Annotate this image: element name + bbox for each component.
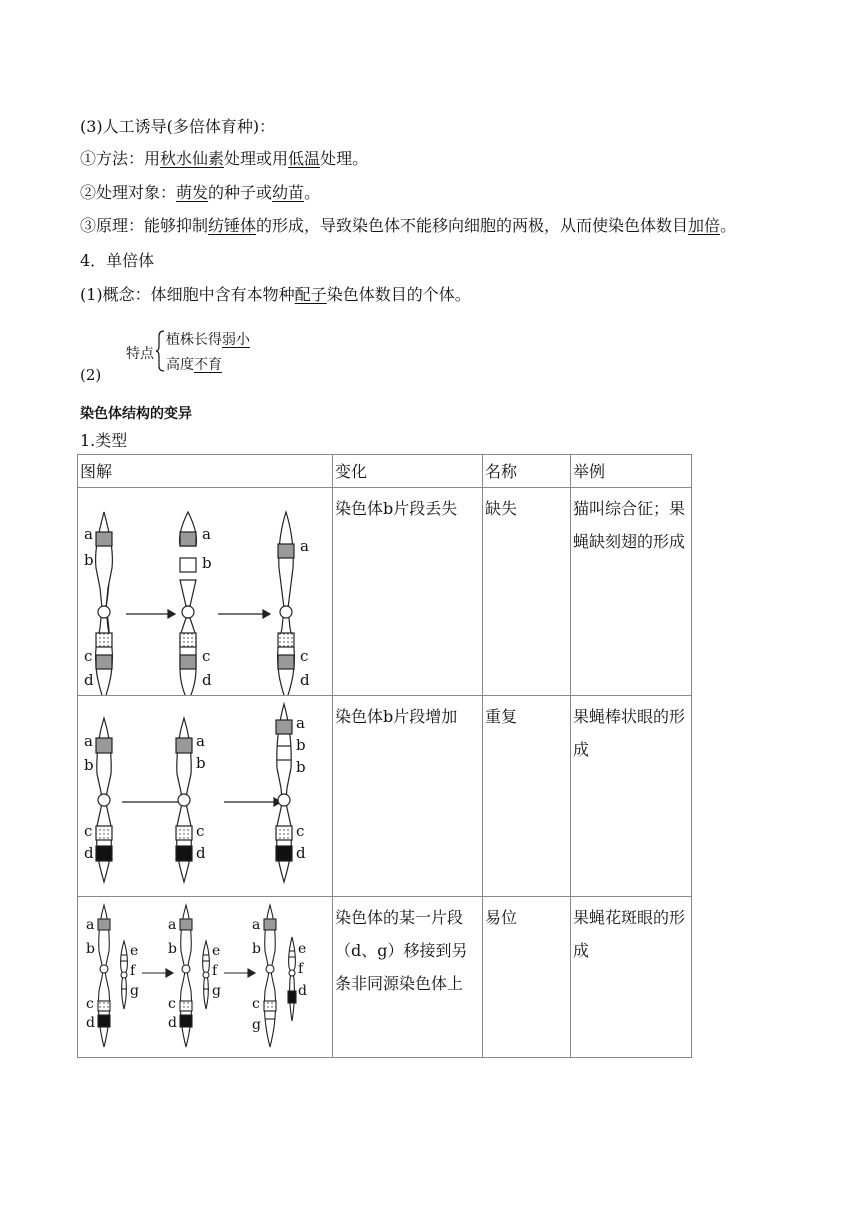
principle-line: ③原理：能够抑制纺锤体的形成，导致染色体不能移向细胞的两极，从而使染色体数目加倍。 [80, 216, 737, 235]
svg-text:c: c [196, 822, 205, 840]
svg-text:e: e [130, 943, 139, 959]
svg-text:a: a [300, 537, 309, 555]
svg-text:c: c [168, 996, 176, 1012]
svg-text:b: b [84, 551, 94, 569]
deletion-chromosome-diagram [78, 488, 333, 695]
svg-text:c: c [296, 822, 305, 840]
svg-text:c: c [86, 996, 94, 1012]
row-example: 猫叫综合征；果蝇缺刻翅的形成 [571, 488, 692, 696]
svg-text:g: g [212, 983, 221, 999]
row-change: 染色体b片段丢失 [333, 488, 483, 696]
row-example: 果蝇花斑眼的形成 [571, 897, 692, 1058]
features-number: (2) [80, 366, 102, 384]
feature-weak: 植株长得弱小 [166, 332, 250, 348]
duplication-diagram [78, 696, 333, 897]
header-example: 举例 [571, 455, 692, 488]
svg-text:a: a [84, 525, 93, 543]
svg-text:c: c [300, 647, 309, 665]
svg-text:b: b [84, 756, 94, 774]
header-name: 名称 [483, 455, 571, 488]
features-label: 特点 [126, 346, 154, 362]
svg-text:d: d [298, 983, 307, 999]
gamete-term: 配子 [294, 285, 327, 304]
brace-icon [156, 330, 166, 372]
svg-text:f: f [298, 961, 304, 977]
doubling-term: 加倍 [688, 216, 721, 235]
structure-title: 染色体结构的变异 [80, 406, 192, 422]
svg-text:b: b [202, 554, 212, 572]
germinating-term: 萌发 [176, 183, 209, 202]
feature-sterile: 高度不育 [166, 357, 222, 373]
svg-text:b: b [86, 941, 95, 957]
svg-text:b: b [296, 736, 306, 754]
section3-heading: (3)人工诱导(多倍体育种)： [80, 117, 276, 136]
target-line: ②处理对象：萌发的种子或幼苗。 [80, 183, 321, 202]
deletion-diagram [78, 488, 333, 696]
svg-text:g: g [252, 1017, 261, 1033]
svg-text:d: d [86, 1015, 95, 1031]
svg-text:a: a [202, 525, 211, 543]
spindle-term: 纺锤体 [208, 216, 257, 235]
table-row [78, 488, 692, 696]
svg-text:d: d [84, 671, 94, 689]
type-heading: 1.类型 [80, 431, 128, 450]
svg-text:a: a [196, 732, 205, 750]
svg-text:c: c [84, 822, 93, 840]
row-change: 染色体b片段增加 [333, 696, 483, 897]
variant-table [77, 454, 692, 1058]
concept-line: (1)概念：体细胞中含有本物种配子染色体数目的个体。 [80, 285, 471, 304]
svg-text:g: g [130, 983, 139, 999]
svg-text:d: d [84, 844, 94, 862]
method-line: ①方法：用秋水仙素处理或用低温处理。 [80, 149, 369, 168]
table-header-row [78, 455, 692, 488]
low-temp-term: 低温 [288, 149, 321, 168]
svg-text:a: a [252, 917, 261, 933]
svg-text:a: a [168, 917, 177, 933]
row-name: 易位 [483, 897, 571, 1058]
svg-text:d: d [202, 671, 212, 689]
table-row [78, 897, 692, 1058]
svg-text:c: c [252, 996, 260, 1012]
translocation-diagram [78, 897, 333, 1058]
svg-text:d: d [296, 844, 306, 862]
svg-text:a: a [86, 917, 95, 933]
svg-text:d: d [196, 844, 206, 862]
duplication-chromosome-diagram [78, 696, 333, 896]
row-change: 染色体的某一片段（d、g）移接到另条非同源染色体上 [333, 897, 483, 1058]
svg-text:d: d [168, 1015, 177, 1031]
svg-text:b: b [196, 754, 206, 772]
row-example: 果蝇棒状眼的形成 [571, 696, 692, 897]
svg-text:d: d [300, 671, 310, 689]
colchicine-term: 秋水仙素 [160, 149, 225, 168]
svg-text:f: f [130, 963, 136, 979]
svg-text:b: b [252, 941, 261, 957]
header-diagram: 图解 [78, 455, 333, 488]
row-name: 缺失 [483, 488, 571, 696]
svg-text:c: c [84, 647, 93, 665]
svg-text:b: b [168, 941, 177, 957]
svg-text:e: e [298, 941, 307, 957]
row-name: 重复 [483, 696, 571, 897]
svg-text:e: e [212, 943, 221, 959]
section4-heading: 4．单倍体 [80, 251, 155, 270]
svg-text:b: b [296, 758, 306, 776]
svg-text:f: f [212, 963, 218, 979]
svg-text:a: a [84, 732, 93, 750]
translocation-chromosome-diagram [78, 897, 333, 1057]
svg-text:a: a [296, 714, 305, 732]
table-row [78, 696, 692, 897]
haploid-features [80, 326, 320, 386]
svg-text:c: c [202, 647, 211, 665]
seedling-term: 幼苗 [272, 183, 305, 202]
header-change: 变化 [333, 455, 483, 488]
